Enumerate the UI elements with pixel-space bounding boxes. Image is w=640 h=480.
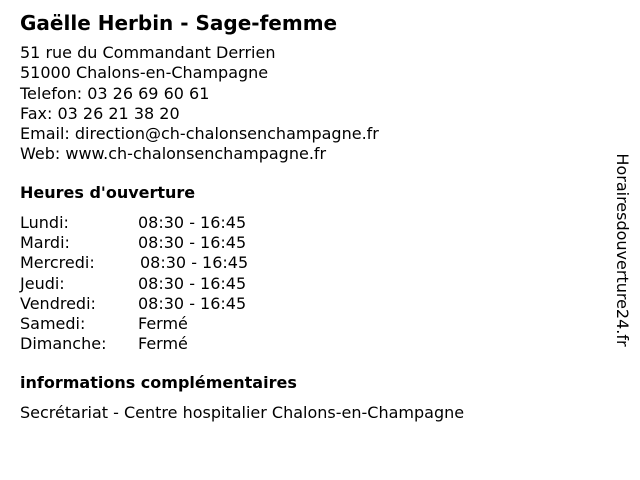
day-label: Vendredi:: [20, 293, 96, 313]
hours-row: [20, 213, 320, 233]
hours-heading: Heures d'ouverture: [20, 183, 196, 202]
time-value: Fermé: [138, 313, 188, 333]
day-label: Dimanche:: [20, 334, 107, 354]
side-brand-text: Horairesdouverture24.fr: [613, 153, 632, 347]
opening-hours-list: [20, 213, 320, 354]
hours-row: [20, 274, 320, 294]
info-heading: informations complémentaires: [20, 373, 297, 392]
contact-block: [20, 43, 379, 165]
hours-row: [20, 294, 320, 314]
day-label: Mercredi:: [20, 253, 95, 273]
website: Web: www.ch-chalonsenchampagne.fr: [20, 144, 327, 164]
time-value: Fermé: [138, 334, 188, 354]
time-value: 08:30 - 16:45: [138, 233, 247, 253]
address-street: 51 rue du Commandant Derrien: [20, 43, 276, 62]
time-value: 08:30 - 16:45: [138, 293, 247, 313]
day-label: Samedi:: [20, 313, 86, 333]
day-label: Mardi:: [20, 233, 70, 253]
fax-number: Fax: 03 26 21 38 20: [20, 103, 180, 123]
page-title: Gaëlle Herbin - Sage-femme: [20, 11, 338, 35]
address-city: 51000 Chalons-en-Champagne: [20, 63, 269, 83]
time-value: 08:30 - 16:45: [138, 273, 247, 293]
hours-row: [20, 314, 320, 334]
day-label: Jeudi:: [20, 273, 65, 293]
time-value: 08:30 - 16:45: [140, 253, 249, 273]
day-label: Lundi:: [20, 213, 69, 232]
hours-row: [20, 253, 320, 273]
phone-number: Telefon: 03 26 69 60 61: [20, 83, 210, 103]
info-text: Secrétariat - Centre hospitalier Chalons-en-Champagne: [20, 403, 465, 422]
time-value: 08:30 - 16:45: [138, 213, 247, 232]
hours-row: [20, 233, 320, 253]
email-address: Email: direction@ch-chalonsenchampagne.fr: [20, 124, 379, 144]
hours-row: [20, 334, 320, 354]
